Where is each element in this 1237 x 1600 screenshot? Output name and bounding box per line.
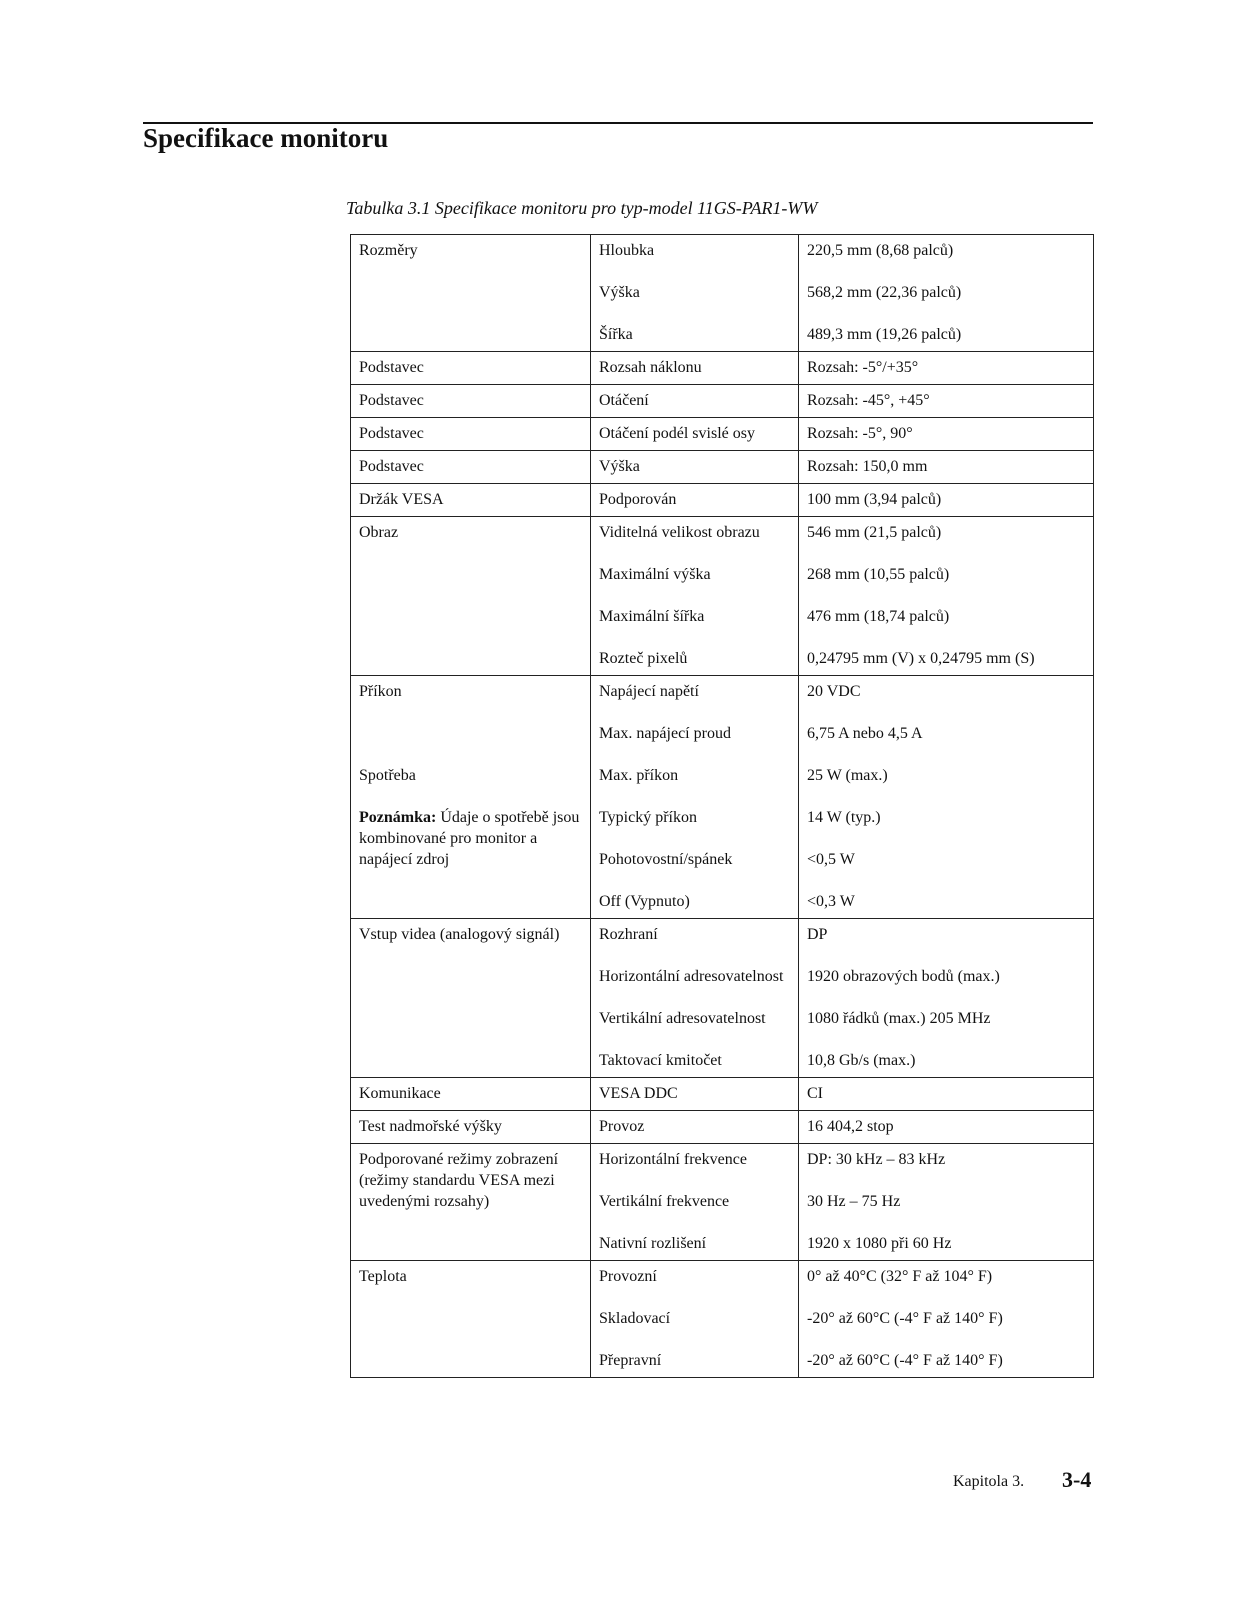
parameter-value: 16 404,2 stop bbox=[807, 1118, 894, 1135]
parameter-name: Podporován bbox=[599, 491, 677, 508]
table-row bbox=[351, 451, 1094, 484]
parameter-value: 1080 řádků (max.) 205 MHz bbox=[807, 1010, 991, 1027]
table-row bbox=[351, 1111, 1094, 1144]
parameter-value: 20 VDC bbox=[807, 683, 861, 700]
table-row bbox=[351, 1144, 1094, 1261]
value-cell bbox=[799, 1261, 1094, 1378]
parameter-name: Rozteč pixelů bbox=[599, 650, 688, 667]
table-row bbox=[351, 919, 1094, 1078]
parameter-cell bbox=[591, 676, 799, 919]
category-cell bbox=[351, 1111, 591, 1144]
parameter-cell bbox=[591, 235, 799, 352]
value-cell bbox=[799, 1078, 1094, 1111]
parameter-cell bbox=[591, 919, 799, 1078]
parameter-cell bbox=[591, 1144, 799, 1261]
power-note bbox=[359, 807, 582, 870]
category-label: Podstavec bbox=[359, 425, 424, 442]
category-label: Držák VESA bbox=[359, 491, 444, 508]
table-row bbox=[351, 1078, 1094, 1111]
parameter-cell bbox=[591, 451, 799, 484]
parameter-value: <0,3 W bbox=[807, 893, 855, 910]
parameter-value: 220,5 mm (8,68 palců) bbox=[807, 242, 954, 259]
category-cell bbox=[351, 919, 591, 1078]
parameter-value: 25 W (max.) bbox=[807, 767, 888, 784]
value-cell bbox=[799, 451, 1094, 484]
parameter-name: Vertikální frekvence bbox=[599, 1193, 730, 1210]
category-label: Rozměry bbox=[359, 242, 418, 259]
table-row bbox=[351, 352, 1094, 385]
parameter-value: CI bbox=[807, 1085, 823, 1102]
parameter-value: 0° až 40°C (32° F až 104° F) bbox=[807, 1268, 993, 1285]
parameter-value: Rozsah: -45°, +45° bbox=[807, 392, 930, 409]
category-label: Podporované režimy zobrazení (režimy standardu VESA mezi uvedenými rozsahy) bbox=[359, 1151, 559, 1210]
parameter-value: 100 mm (3,94 palců) bbox=[807, 491, 942, 508]
note-text: Údaje o spotřebě jsou kombinované pro monitor a napájecí zdroj bbox=[359, 809, 580, 868]
parameter-name: Maximální výška bbox=[599, 566, 711, 583]
category-cell bbox=[351, 1144, 591, 1261]
value-cell bbox=[799, 385, 1094, 418]
category-label: Spotřeba bbox=[359, 767, 416, 784]
value-cell bbox=[799, 1144, 1094, 1261]
category-cell bbox=[351, 484, 591, 517]
parameter-cell bbox=[591, 517, 799, 676]
parameter-value: DP bbox=[807, 926, 828, 943]
parameter-name: Off (Vypnuto) bbox=[599, 893, 690, 910]
category-cell bbox=[351, 352, 591, 385]
parameter-value: 1920 x 1080 při 60 Hz bbox=[807, 1235, 952, 1252]
parameter-name: Typický příkon bbox=[599, 809, 697, 826]
parameter-value: 10,8 Gb/s (max.) bbox=[807, 1052, 916, 1069]
parameter-value: 1920 obrazových bodů (max.) bbox=[807, 968, 1000, 985]
parameter-name: Rozhraní bbox=[599, 926, 658, 943]
parameter-value: -20° až 60°C (-4° F až 140° F) bbox=[807, 1352, 1003, 1369]
parameter-value: 14 W (typ.) bbox=[807, 809, 881, 826]
parameter-cell bbox=[591, 352, 799, 385]
category-cell bbox=[351, 1078, 591, 1111]
parameter-name: Přepravní bbox=[599, 1352, 662, 1369]
parameter-name: Provozní bbox=[599, 1268, 657, 1285]
value-cell bbox=[799, 676, 1094, 919]
parameter-value: 6,75 A nebo 4,5 A bbox=[807, 725, 923, 742]
spec-table bbox=[350, 234, 1094, 1378]
footer-page-number: 3-4 bbox=[1062, 1467, 1092, 1492]
value-cell bbox=[799, 235, 1094, 352]
parameter-name: Viditelná velikost obrazu bbox=[599, 524, 760, 541]
parameter-name: Výška bbox=[599, 284, 640, 301]
parameter-cell bbox=[591, 1078, 799, 1111]
value-cell bbox=[799, 352, 1094, 385]
parameter-value: 476 mm (18,74 palců) bbox=[807, 608, 950, 625]
footer-chapter: Kapitola 3. bbox=[953, 1473, 1025, 1490]
parameter-cell bbox=[591, 385, 799, 418]
parameter-name: Taktovací kmitočet bbox=[599, 1052, 722, 1069]
category-cell bbox=[351, 385, 591, 418]
table-row bbox=[351, 517, 1094, 676]
value-cell bbox=[799, 418, 1094, 451]
value-cell bbox=[799, 1111, 1094, 1144]
category-cell bbox=[351, 235, 591, 352]
parameter-name: Maximální šířka bbox=[599, 608, 705, 625]
category-label: Podstavec bbox=[359, 359, 424, 376]
parameter-name: Napájecí napětí bbox=[599, 683, 699, 700]
table-row bbox=[351, 385, 1094, 418]
category-label: Vstup videa (analogový signál) bbox=[359, 926, 560, 943]
table-row bbox=[351, 676, 1094, 919]
parameter-value: 489,3 mm (19,26 palců) bbox=[807, 326, 962, 343]
parameter-name: Otáčení bbox=[599, 392, 649, 409]
parameter-name: Rozsah náklonu bbox=[599, 359, 702, 376]
table-row bbox=[351, 484, 1094, 517]
category-label: Teplota bbox=[359, 1268, 407, 1285]
parameter-name: Šířka bbox=[599, 326, 633, 343]
parameter-value: Rozsah: -5°, 90° bbox=[807, 425, 913, 442]
parameter-name: Vertikální adresovatelnost bbox=[599, 1010, 766, 1027]
parameter-value: 0,24795 mm (V) x 0,24795 mm (S) bbox=[807, 650, 1035, 667]
category-label: Obraz bbox=[359, 524, 399, 541]
table-caption: Tabulka 3.1 Specifikace monitoru pro typ-model 11GS-PAR1-WW bbox=[346, 198, 818, 218]
parameter-name: Provoz bbox=[599, 1118, 645, 1135]
spacer bbox=[359, 723, 582, 744]
category-label: Podstavec bbox=[359, 392, 424, 409]
parameter-value: -20° až 60°C (-4° F až 140° F) bbox=[807, 1310, 1003, 1327]
parameter-name: Horizontální frekvence bbox=[599, 1151, 747, 1168]
parameter-name: Pohotovostní/spánek bbox=[599, 851, 733, 868]
parameter-value: 30 Hz – 75 Hz bbox=[807, 1193, 901, 1210]
parameter-value: Rozsah: -5°/+35° bbox=[807, 359, 919, 376]
parameter-name: Nativní rozlišení bbox=[599, 1235, 707, 1252]
parameter-name: VESA DDC bbox=[599, 1085, 678, 1102]
parameter-name: Výška bbox=[599, 458, 640, 475]
category-cell bbox=[351, 517, 591, 676]
category-cell bbox=[351, 418, 591, 451]
parameter-cell bbox=[591, 1261, 799, 1378]
note-label: Poznámka: bbox=[359, 809, 437, 826]
parameter-value: <0,5 W bbox=[807, 851, 855, 868]
parameter-name: Hloubka bbox=[599, 242, 655, 259]
category-label: Test nadmořské výšky bbox=[359, 1118, 502, 1135]
category-cell bbox=[351, 451, 591, 484]
table-row bbox=[351, 1261, 1094, 1378]
value-cell bbox=[799, 484, 1094, 517]
parameter-cell bbox=[591, 1111, 799, 1144]
parameter-value: 268 mm (10,55 palců) bbox=[807, 566, 950, 583]
parameter-value: Rozsah: 150,0 mm bbox=[807, 458, 928, 475]
value-cell bbox=[799, 919, 1094, 1078]
parameter-name: Max. příkon bbox=[599, 767, 679, 784]
value-cell bbox=[799, 517, 1094, 676]
page-title: Specifikace monitoru bbox=[143, 123, 389, 153]
category-label: Příkon bbox=[359, 683, 402, 700]
parameter-name: Max. napájecí proud bbox=[599, 725, 731, 742]
parameter-value: 546 mm (21,5 palců) bbox=[807, 524, 942, 541]
parameter-value: DP: 30 kHz – 83 kHz bbox=[807, 1151, 946, 1168]
category-label: Podstavec bbox=[359, 458, 424, 475]
parameter-cell bbox=[591, 484, 799, 517]
table-row bbox=[351, 418, 1094, 451]
parameter-name: Horizontální adresovatelnost bbox=[599, 968, 784, 985]
category-label: Komunikace bbox=[359, 1085, 441, 1102]
parameter-cell bbox=[591, 418, 799, 451]
category-cell bbox=[351, 676, 591, 919]
category-cell bbox=[351, 1261, 591, 1378]
parameter-name: Otáčení podél svislé osy bbox=[599, 425, 755, 442]
table-row bbox=[351, 235, 1094, 352]
spec-table-body bbox=[351, 235, 1094, 1378]
parameter-value: 568,2 mm (22,36 palců) bbox=[807, 284, 962, 301]
parameter-name: Skladovací bbox=[599, 1310, 671, 1327]
